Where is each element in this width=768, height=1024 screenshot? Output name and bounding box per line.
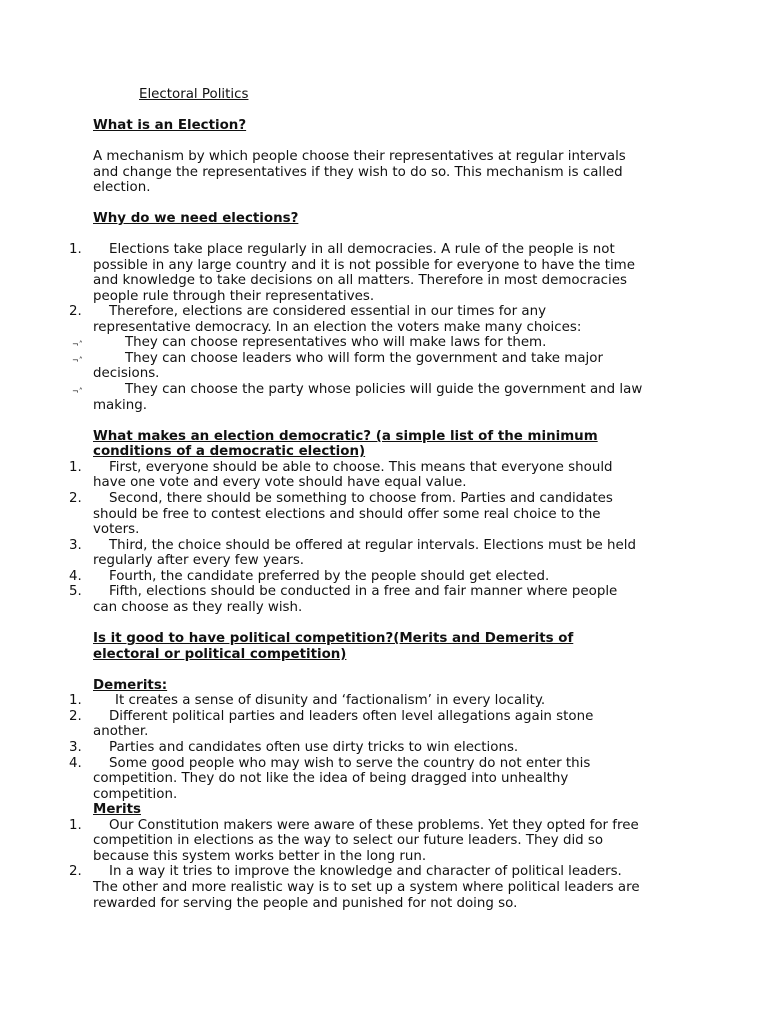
- list-item-line: competition.: [93, 787, 178, 802]
- bullet-mark: ¬˄: [72, 387, 83, 396]
- heading-democratic-election: conditions of a democratic election): [93, 444, 366, 459]
- paragraph-line: election.: [93, 180, 151, 195]
- heading-demerits: Demerits:: [93, 678, 168, 693]
- list-item-line: another.: [93, 724, 149, 739]
- list-number: 4.: [69, 756, 82, 771]
- list-item-line: Third, the choice should be offered at regular intervals. Elections must be held: [109, 538, 636, 553]
- list-item-line: regularly after every few years.: [93, 553, 305, 568]
- list-number: 1.: [69, 242, 82, 257]
- bullet-mark: ¬˄: [72, 356, 83, 365]
- paragraph-line: A mechanism by which people choose their representatives at regular intervals: [93, 149, 626, 164]
- list-item-line: It creates a sense of disunity and ‘factionalism’ in every locality.: [115, 693, 546, 708]
- list-item-line: Second, there should be something to choose from. Parties and candidates: [109, 491, 613, 506]
- list-item-line: Therefore, elections are considered essential in our times for any: [109, 304, 547, 319]
- bullet-mark: ¬˄: [72, 340, 83, 349]
- heading-why-need-elections: Why do we need elections?: [93, 211, 299, 226]
- list-number: 1.: [69, 693, 82, 708]
- list-number: 3.: [69, 740, 82, 755]
- list-item-line: First, everyone should be able to choose. This means that everyone should: [109, 460, 613, 475]
- list-item-line: representative democracy. In an election the voters make many choices:: [93, 320, 582, 335]
- bullet-item-line: They can choose leaders who will form the government and take major: [125, 351, 603, 366]
- list-number: 2.: [69, 304, 82, 319]
- heading-political-competition: Is it good to have political competition?(Merits and Demerits of: [93, 631, 574, 646]
- list-item-line: can choose as they really wish.: [93, 600, 303, 615]
- bullet-item-line: decisions.: [93, 366, 160, 381]
- list-number: 2.: [69, 491, 82, 506]
- heading-merits: Merits: [93, 802, 141, 817]
- list-item-line: because this system works better in the long run.: [93, 849, 427, 864]
- list-item-line: The other and more realistic way is to set up a system where political leaders are: [93, 880, 640, 895]
- list-item-line: competition. They do not like the idea of being dragged into unhealthy: [93, 771, 569, 786]
- heading-democratic-election: What makes an election democratic? (a simple list of the minimum: [93, 429, 598, 444]
- document-title: Electoral Politics: [139, 87, 249, 102]
- bullet-item-line: They can choose the party whose policies will guide the government and law: [125, 382, 643, 397]
- list-item-line: have one vote and every vote should have equal value.: [93, 475, 467, 490]
- list-number: 5.: [69, 584, 82, 599]
- list-item-line: people rule through their representatives.: [93, 289, 375, 304]
- list-number: 1.: [69, 818, 82, 833]
- list-number: 4.: [69, 569, 82, 584]
- heading-political-competition: electoral or political competition): [93, 647, 347, 662]
- list-item-line: Parties and candidates often use dirty tricks to win elections.: [109, 740, 519, 755]
- list-item-line: possible in any large country and it is not possible for everyone to have the time: [93, 258, 635, 273]
- list-item-line: competition in elections as the way to select our future leaders. They did so: [93, 833, 604, 848]
- list-item-line: should be free to contest elections and should offer some real choice to the: [93, 507, 601, 522]
- list-item-line: In a way it tries to improve the knowledge and character of political leaders.: [109, 864, 622, 879]
- list-item-line: Fourth, the candidate preferred by the people should get elected.: [109, 569, 550, 584]
- list-item-line: Different political parties and leaders often level allegations again stone: [109, 709, 594, 724]
- list-number: 2.: [69, 709, 82, 724]
- heading-what-is-election: What is an Election?: [93, 118, 247, 133]
- list-item-line: Our Constitution makers were aware of these problems. Yet they opted for free: [109, 818, 639, 833]
- list-item-line: Some good people who may wish to serve the country do not enter this: [109, 756, 591, 771]
- list-number: 1.: [69, 460, 82, 475]
- list-item-line: Fifth, elections should be conducted in a free and fair manner where people: [109, 584, 618, 599]
- list-number: 3.: [69, 538, 82, 553]
- list-item-line: rewarded for serving the people and punished for not doing so.: [93, 896, 518, 911]
- list-number: 2.: [69, 864, 82, 879]
- list-item-line: and knowledge to take decisions on all matters. Therefore in most democracies: [93, 273, 627, 288]
- list-item-line: Elections take place regularly in all democracies. A rule of the people is not: [109, 242, 615, 257]
- list-item-line: voters.: [93, 522, 140, 537]
- paragraph-line: and change the representatives if they wish to do so. This mechanism is called: [93, 165, 623, 180]
- bullet-item-line: making.: [93, 398, 147, 413]
- bullet-item-line: They can choose representatives who will make laws for them.: [125, 335, 547, 350]
